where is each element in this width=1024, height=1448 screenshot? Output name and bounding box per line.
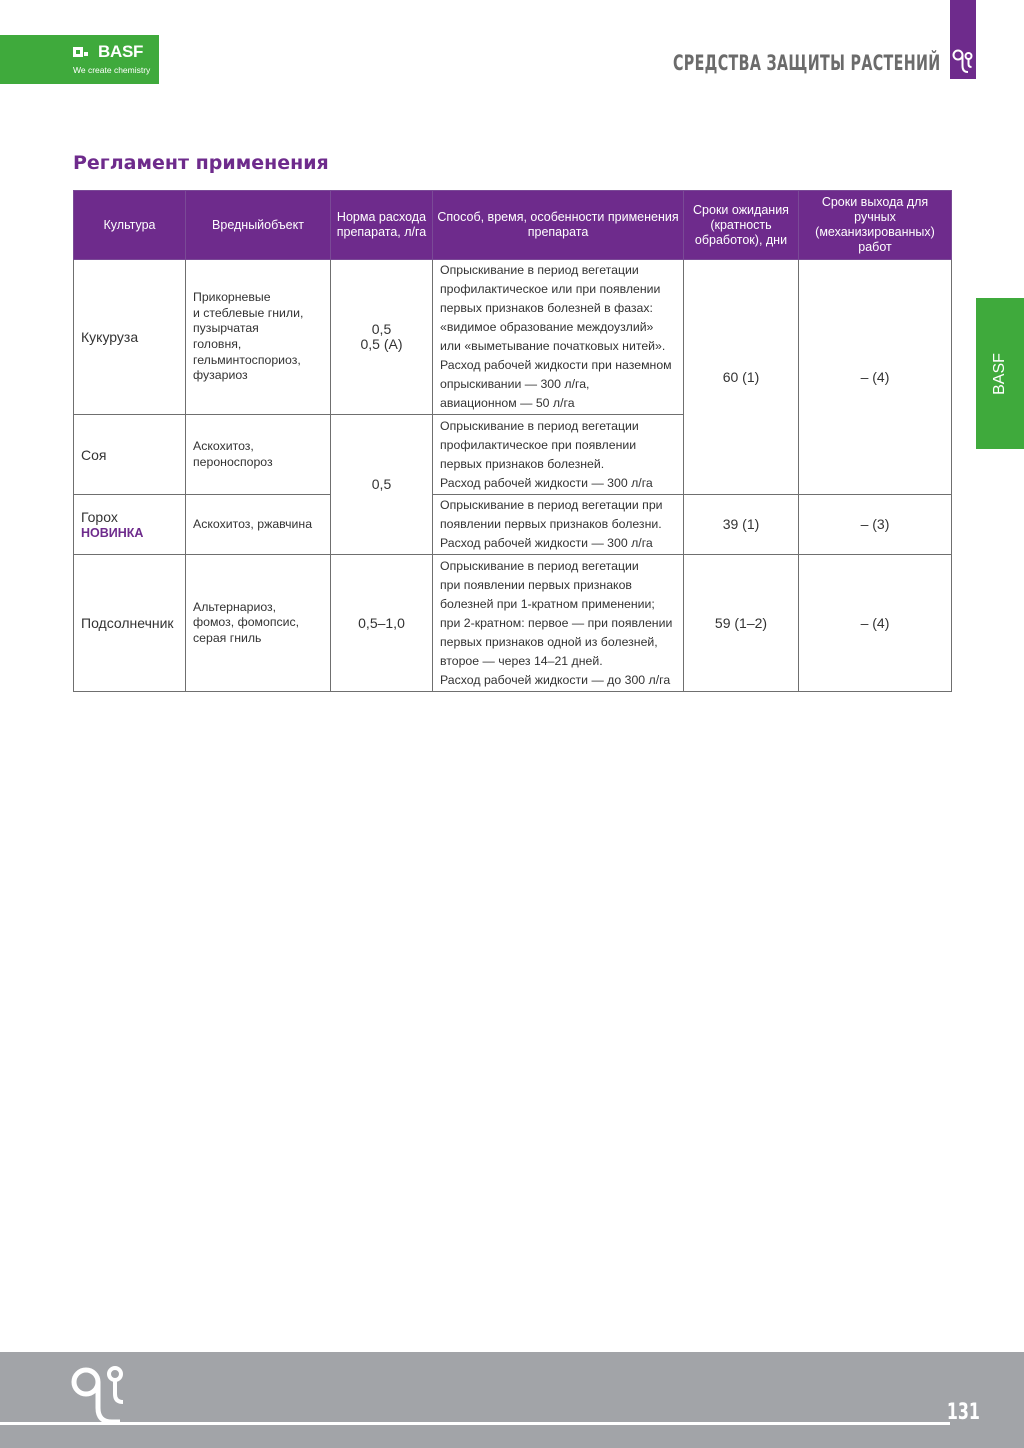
method-cell [433, 495, 684, 555]
method-line: Опрыскивание в период вегетации [440, 263, 639, 277]
plant-logo-icon [70, 1362, 130, 1428]
pest-cell [186, 260, 331, 415]
method-line: первых признаков одной из болезней, [440, 634, 658, 649]
new-product-badge: НОВИНКА [81, 525, 144, 540]
footer-divider [0, 1422, 950, 1425]
method-line: профилактическое или при появлении [440, 282, 661, 296]
pest-line: фузариоз [193, 368, 248, 383]
table-header-row [74, 191, 952, 260]
header-rate: Норма расхода препарата, л/га [331, 191, 433, 260]
work-exit-cell: – (4) [799, 555, 952, 692]
basf-logo-tagline: We create chemistry [73, 65, 151, 75]
method-line: при 2-кратном: первое — при появлении [440, 615, 673, 630]
method-line: опрыскивании — 300 л/га, [440, 377, 590, 391]
method-line: Расход рабочей жидкости — до 300 л/га [440, 672, 671, 687]
rate-cell: 0,5 [331, 415, 433, 555]
crop-cell: Соя [74, 415, 186, 495]
rate-cell: 0,5–1,0 [331, 555, 433, 692]
method-line: «видимое образование междоузлий» [440, 320, 654, 334]
footer-band [0, 1352, 1024, 1448]
pest-cell: Аскохитоз, ржавчина [186, 495, 331, 555]
method-cell [433, 555, 684, 692]
waiting-period-cell: 59 (1–2) [684, 555, 799, 692]
pest-line: серая гниль [193, 630, 262, 645]
pest-line: фомоз, фомопсис, [193, 615, 300, 630]
rate-line: 0,5 [371, 321, 392, 337]
plant-logo-icon [952, 48, 974, 76]
pest-line: и стеблевые гнили, [193, 305, 304, 320]
crop-cell: Подсолнечник [74, 555, 186, 692]
header-waiting-period: Сроки ожидания (кратность обработок), дни [684, 191, 799, 260]
table-row [74, 495, 952, 555]
waiting-period-cell: 39 (1) [684, 495, 799, 555]
rate-cell [331, 260, 433, 415]
basf-logo-name: BASF [98, 42, 144, 61]
method-line: Опрыскивание в период вегетации при [440, 498, 663, 512]
pest-cell [186, 415, 331, 495]
pest-line: Аскохитоз, [193, 438, 254, 453]
work-exit-cell: – (4) [799, 260, 952, 495]
rate-line: 0,5 (А) [360, 336, 403, 352]
table-row [74, 260, 952, 415]
method-line: Расход рабочей жидкости при наземном [440, 358, 672, 372]
method-line: при появлении первых признаков [440, 577, 632, 592]
method-cell [433, 415, 684, 495]
method-line: Расход рабочей жидкости — 300 л/га [440, 475, 653, 490]
method-line: профилактическое при появлении [440, 437, 637, 452]
method-line: Опрыскивание в период вегетации [440, 558, 639, 573]
pest-line: Альтернариоз, [193, 599, 277, 614]
method-line: появлении первых признаков болезни. [440, 517, 662, 531]
method-line: авиационном — 50 л/га [440, 396, 575, 410]
method-line: первых признаков болезней в фазах: [440, 301, 653, 315]
header-title: СРЕДСТВА ЗАЩИТЫ РАСТЕНИЙ [673, 51, 941, 75]
crop-cell: Кукуруза [74, 260, 186, 415]
header-work-exit-period: Сроки выхода для ручных (механизированных) работ [799, 191, 952, 260]
method-line: Опрыскивание в период вегетации [440, 418, 639, 433]
method-line: Расход рабочей жидкости — 300 л/га [440, 536, 653, 550]
header-pest: Вредныйобъект [186, 191, 331, 260]
table-row [74, 555, 952, 692]
crop-name: Горох [81, 508, 118, 525]
pest-line: головня, [193, 337, 242, 351]
method-line: первых признаков болезней. [440, 456, 605, 471]
pest-line: Прикорневые [193, 290, 271, 305]
work-exit-cell: – (3) [799, 495, 952, 555]
basf-logo-mark-icon [73, 47, 83, 57]
pest-line: гельминтоспориоз, [193, 352, 301, 367]
pest-cell [186, 555, 331, 692]
application-regulations-table [73, 190, 952, 692]
method-line: второе — через 14–21 дней. [440, 653, 603, 668]
header-method: Способ, время, особенности применения препарата [433, 191, 684, 260]
header-crop: Культура [74, 191, 186, 260]
waiting-period-cell: 60 (1) [684, 260, 799, 495]
pest-line: пузырчатая [193, 321, 259, 336]
method-line: или «выметывание початковых нитей». [440, 339, 666, 353]
side-tab-label: BASF [991, 352, 1008, 395]
section-title: Регламент применения [73, 152, 329, 174]
side-tab [976, 298, 1024, 449]
crop-cell [74, 495, 186, 555]
page-number: 131 [946, 1400, 980, 1425]
method-line: болезней при 1-кратном применении; [440, 596, 655, 611]
pest-line: пероноспороз [193, 454, 273, 469]
method-cell [433, 260, 684, 415]
